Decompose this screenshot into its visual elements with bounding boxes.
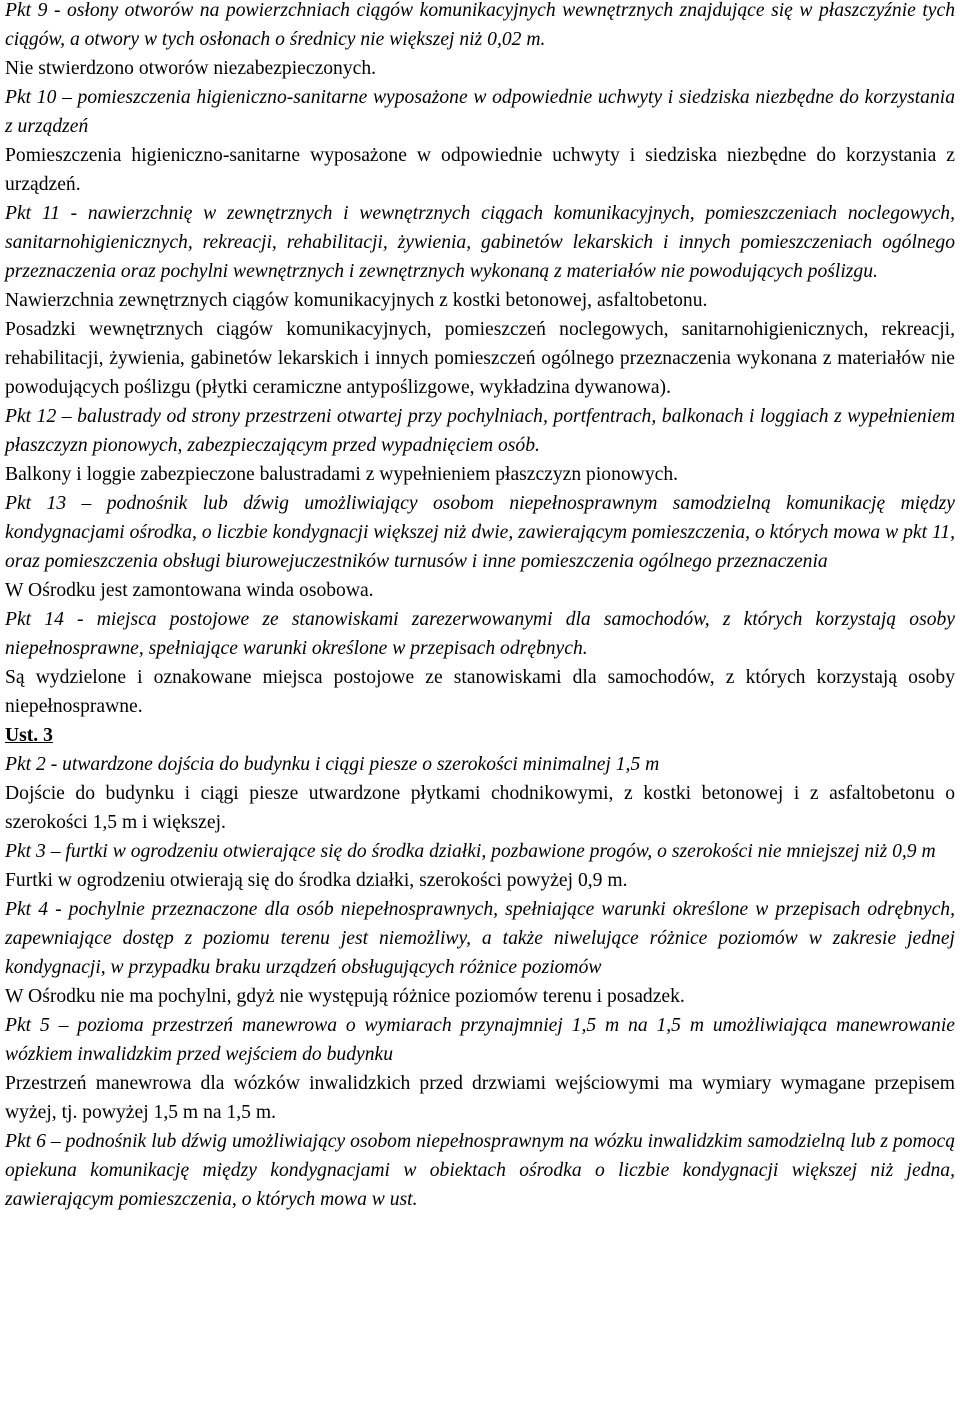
response-ust3-pkt-5: Przestrzeń manewrowa dla wózków inwalidzkich przed drzwiami wejściowymi ma wymiary wymagane przepisem wyżej, tj. powyżej 1,5 m na 1,5 m. [5, 1073, 955, 1123]
response-ust3-pkt-2: Dojście do budynku i ciągi piesze utwardzone płytkami chodnikowymi, z kostki betonowej i z asfaltobetonu o szerokości 1,5 m i większej. [5, 783, 955, 833]
requirement-ust3-pkt-4: Pkt 4 - pochylnie przeznaczone dla osób niepełnosprawnych, spełniające warunki określone w przepisach odrębnych, zapewniające dostęp z poziomu terenu jest niemożliwy, a także niwelujące różnice poziomów w zakresie jednej kondygnacji, w przypadku braku urządzeń obsługujących różnice poziomów [5, 899, 955, 978]
requirement-pkt-9: Pkt 9 - osłony otworów na powierzchniach ciągów komunikacyjnych wewnętrznych znajdujące się w płaszczyźnie tych ciągów, a otwory w tych osłonach o średnicy nie większej niż 0,02 m. [5, 0, 955, 50]
response-pkt-11-exterior: Nawierzchnia zewnętrznych ciągów komunikacyjnych z kostki betonowej, asfaltobetonu. [5, 290, 708, 311]
requirement-ust3-pkt-2: Pkt 2 - utwardzone dojścia do budynku i ciągi piesze o szerokości minimalnej 1,5 m [5, 754, 660, 775]
requirement-pkt-13: Pkt 13 – podnośnik lub dźwig umożliwiający osobom niepełnosprawnym samodzielną komunikację między kondygnacjami ośrodka, o liczbie kondygnacji większej niż dwie, zawierającym pomieszczenia, o których mowa w pkt 11, oraz pomieszczenia obsługi biurowejuczestników turnusów i inne pomieszczenia ogólnego przeznaczenia [5, 493, 955, 572]
response-pkt-11-interior: Posadzki wewnętrznych ciągów komunikacyjnych, pomieszczeń noclegowych, sanitarnohigienicznych, rekreacji, rehabilitacji, żywienia, gabinetów lekarskich i innych pomieszczeń ogólnego przeznaczenia wykonana z materiałów nie powodujących poślizgu (płytki ceramiczne antypoślizgowe, wykładzina dywanowa). [5, 319, 955, 398]
response-ust3-pkt-4: W Ośrodku nie ma pochylni, gdyż nie występują różnice poziomów terenu i posadzek. [5, 986, 685, 1007]
requirement-ust3-pkt-6: Pkt 6 – podnośnik lub dźwig umożliwiający osobom niepełnosprawnym na wózku inwalidzkim samodzielną lub z pomocą opiekuna komunikację między kondygnacjami w obiektach ośrodka o liczbie kondygnacji większej niż jedna, zawierającym pomieszczenia, o których mowa w ust. [5, 1131, 955, 1210]
response-pkt-13: W Ośrodku jest zamontowana winda osobowa. [5, 580, 374, 601]
requirement-ust3-pkt-3: Pkt 3 – furtki w ogrodzeniu otwierające się do środka działki, pozbawione progów, o szerokości nie mniejszej niż 0,9 m [5, 841, 936, 862]
requirement-ust3-pkt-5: Pkt 5 – pozioma przestrzeń manewrowa o wymiarach przynajmniej 1,5 m na 1,5 m umożliwiająca manewrowanie wózkiem inwalidzkim przed wejściem do budynku [5, 1015, 955, 1065]
requirement-pkt-12: Pkt 12 – balustrady od strony przestrzeni otwartej przy pochylniach, portfentrach, balkonach i loggiach z wypełnieniem płaszczyzn pionowych, zabezpieczającym przed wypadnięciem osób. [5, 406, 955, 456]
requirement-pkt-10: Pkt 10 – pomieszczenia higieniczno-sanitarne wyposażone w odpowiednie uchwyty i siedziska niezbędne do korzystania z urządzeń [5, 87, 955, 137]
response-ust3-pkt-3: Furtki w ogrodzeniu otwierają się do środka działki, szerokości powyżej 0,9 m. [5, 870, 628, 891]
response-pkt-14: Są wydzielone i oznakowane miejsca postojowe ze stanowiskami dla samochodów, z których korzystają osoby niepełnosprawne. [5, 667, 955, 717]
section-heading-ust-3: Ust. 3 [5, 725, 53, 746]
requirement-pkt-11: Pkt 11 - nawierzchnię w zewnętrznych i wewnętrznych ciągach komunikacyjnych, pomieszczeniach noclegowych, sanitarnohigienicznych, rekreacji, rehabilitacji, żywienia, gabinetów lekarskich i innych pomieszczeniach ogólnego przeznaczenia oraz pochylni wewnętrznych i zewnętrznych wykonaną z materiałów nie powodujących poślizgu. [5, 203, 955, 282]
response-pkt-12: Balkony i loggie zabezpieczone balustradami z wypełnieniem płaszczyzn pionowych. [5, 464, 679, 485]
response-pkt-9: Nie stwierdzono otworów niezabezpieczonych. [5, 58, 377, 79]
response-pkt-10: Pomieszczenia higieniczno-sanitarne wyposażone w odpowiednie uchwyty i siedziska niezbędne do korzystania z urządzeń. [5, 145, 955, 195]
requirement-pkt-14: Pkt 14 - miejsca postojowe ze stanowiskami zarezerwowanymi dla samochodów, z których korzystają osoby niepełnosprawne, spełniające warunki określone w przepisach odrębnych. [5, 609, 955, 659]
